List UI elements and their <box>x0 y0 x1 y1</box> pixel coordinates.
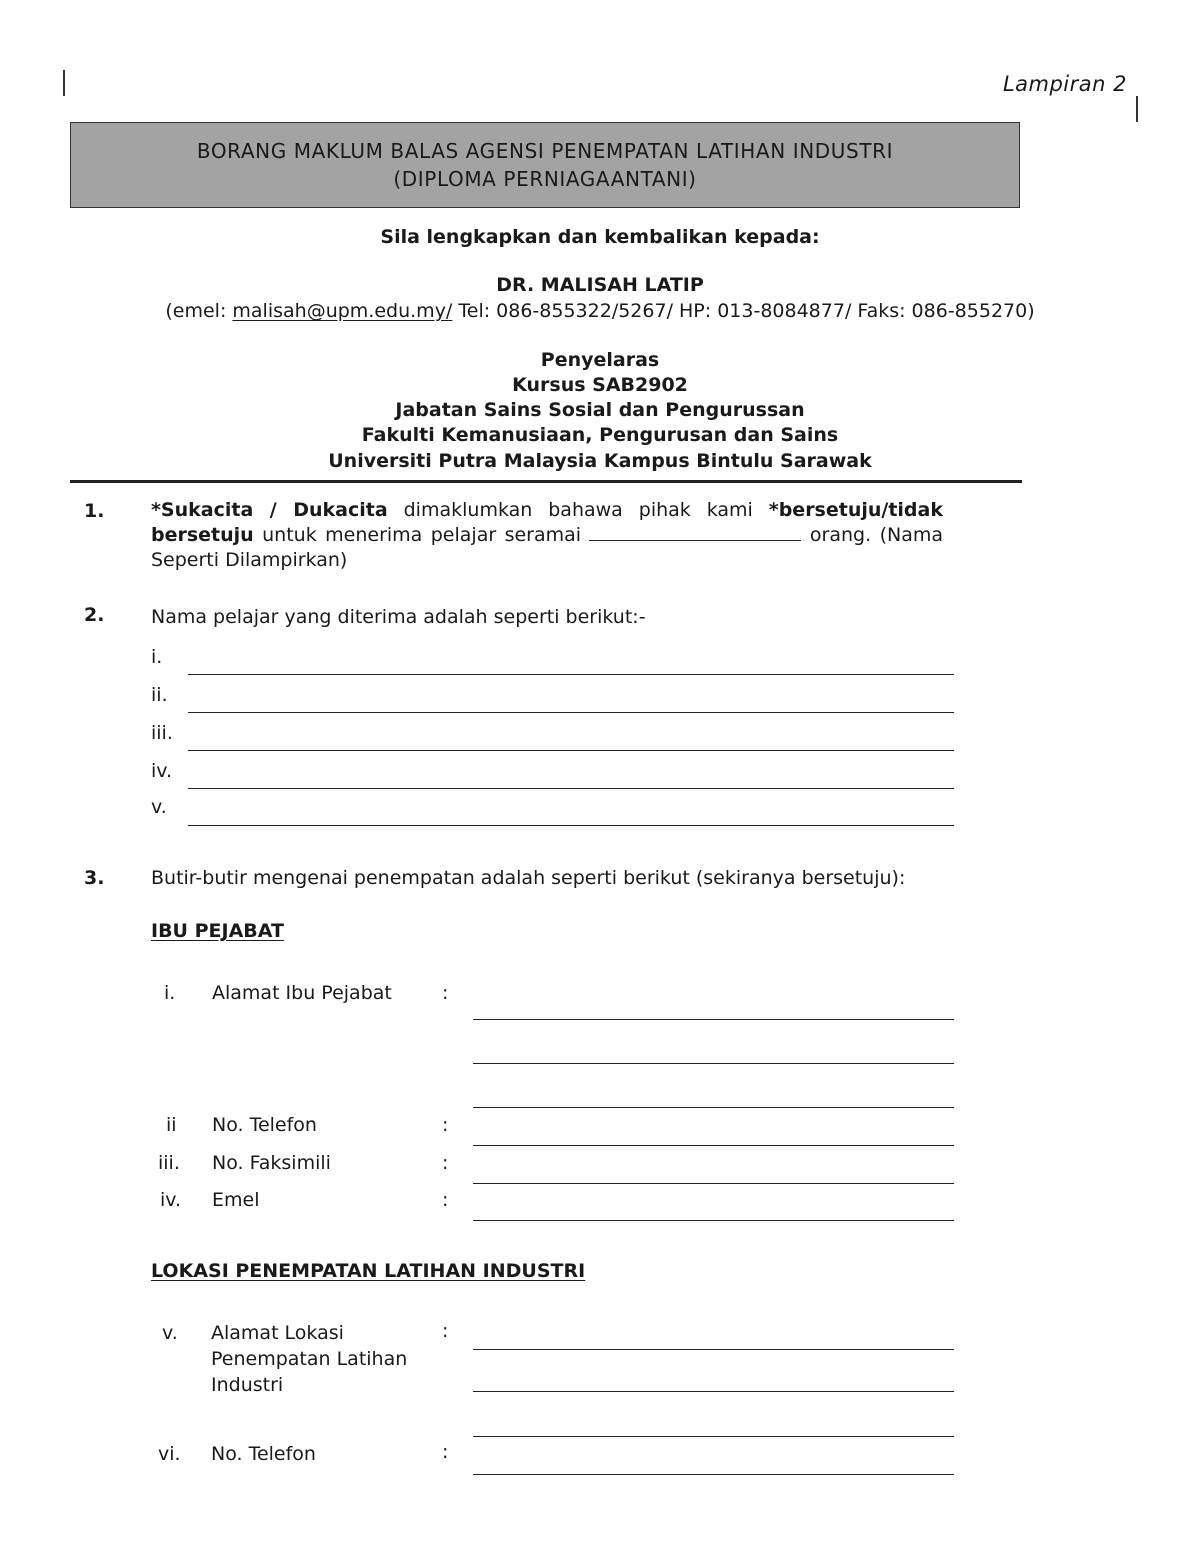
field-label-hq-phone: No. Telefon <box>212 1114 317 1136</box>
field-label-hq-fax: No. Faksimili <box>212 1152 331 1174</box>
field-label-location-phone: No. Telefon <box>211 1443 316 1465</box>
item3-text: Butir-butir mengenai penempatan adalah seperti berikut (sekiranya bersetuju): <box>151 867 906 889</box>
student-name-line[interactable] <box>188 712 954 713</box>
address-line: Universiti Putra Malaysia Kampus Bintulu Sarawak <box>328 450 872 472</box>
hq-address-line[interactable] <box>473 1107 954 1108</box>
field-colon: : <box>442 1189 449 1211</box>
item-number: 3. <box>84 867 105 889</box>
return-instruction: Sila lengkapkan dan kembalikan kepada: <box>380 226 820 248</box>
attachment-label: Lampiran 2 <box>1002 72 1127 96</box>
student-name-line[interactable] <box>188 674 954 675</box>
item1-text: orang. (Nama Seperti Dilampirkan) <box>151 524 943 571</box>
field-colon: : <box>442 982 449 1004</box>
location-address-line[interactable] <box>473 1349 954 1350</box>
location-address-line[interactable] <box>473 1391 954 1392</box>
student-row-label: iii. <box>151 722 173 744</box>
field-number: iii. <box>158 1152 180 1174</box>
contact-prefix: (emel: <box>165 300 233 322</box>
field-colon: : <box>442 1441 449 1463</box>
student-row-label: i. <box>151 646 163 668</box>
contact-details <box>0 300 1200 322</box>
field-number: vi. <box>158 1443 181 1465</box>
student-count-blank[interactable] <box>589 526 801 541</box>
location-address-line[interactable] <box>473 1436 954 1437</box>
address-line: Penyelaras <box>540 349 660 371</box>
item2-text: Nama pelajar yang diterima adalah seperti berikut:- <box>151 606 646 628</box>
hq-phone-line[interactable] <box>473 1145 954 1146</box>
hq-address-line[interactable] <box>473 1019 954 1020</box>
hq-fax-line[interactable] <box>473 1183 954 1184</box>
student-name-line[interactable] <box>188 750 954 751</box>
field-label-hq-email: Emel <box>212 1189 260 1211</box>
address-line: Jabatan Sains Sosial dan Pengurussan <box>395 399 805 421</box>
field-colon: : <box>442 1152 449 1174</box>
student-row-label: iv. <box>151 760 173 782</box>
field-colon: : <box>442 1320 449 1342</box>
field-number: v. <box>162 1322 178 1344</box>
item1-text: untuk menerima pelajar seramai <box>253 524 590 546</box>
student-row-label: ii. <box>151 684 168 706</box>
hq-address-line[interactable] <box>473 1063 954 1064</box>
field-label-location-address: Alamat Lokasi Penempatan Latihan Industri <box>211 1322 408 1396</box>
item1-bold-agree: *bersetuju/tidak bersetuju <box>151 499 943 546</box>
item1-text: dimaklumkan bahawa pihak kami <box>387 499 769 521</box>
item-number: 1. <box>84 500 105 522</box>
form-title-line2: (DIPLOMA PERNIAGAANTANI) <box>393 167 697 191</box>
address-line: Kursus SAB2902 <box>512 374 688 396</box>
contact-phone-fax: Tel: 086-855322/5267/ HP: 013-8084877/ Faks: 086-855270) <box>452 300 1035 322</box>
item1-bold-choice: *Sukacita / Dukacita <box>151 499 388 521</box>
form-title-line1: BORANG MAKLUM BALAS AGENSI PENEMPATAN LATIHAN INDUSTRI <box>196 139 894 163</box>
item1-paragraph <box>151 498 943 573</box>
contact-name: DR. MALISAH LATIP <box>496 274 704 296</box>
field-number: i. <box>164 982 176 1004</box>
student-name-line[interactable] <box>188 825 954 826</box>
field-number: ii <box>166 1114 177 1136</box>
margin-mark-right <box>1136 96 1138 122</box>
field-number: iv. <box>160 1189 182 1211</box>
location-phone-line[interactable] <box>473 1474 954 1475</box>
location-heading: LOKASI PENEMPATAN LATIHAN INDUSTRI <box>151 1260 586 1282</box>
field-label-hq-address: Alamat Ibu Pejabat <box>212 982 392 1004</box>
student-name-line[interactable] <box>188 788 954 789</box>
section-divider <box>70 480 1022 483</box>
item-number: 2. <box>84 604 105 626</box>
hq-heading: IBU PEJABAT <box>151 920 284 942</box>
form-title-box <box>70 122 1020 208</box>
hq-email-line[interactable] <box>473 1220 954 1221</box>
margin-mark-left <box>63 70 65 96</box>
field-colon: : <box>442 1114 449 1136</box>
contact-email-link[interactable]: malisah@upm.edu.my/ <box>232 300 453 322</box>
student-row-label: v. <box>151 796 167 818</box>
address-line: Fakulti Kemanusiaan, Pengurusan dan Sains <box>361 424 839 446</box>
